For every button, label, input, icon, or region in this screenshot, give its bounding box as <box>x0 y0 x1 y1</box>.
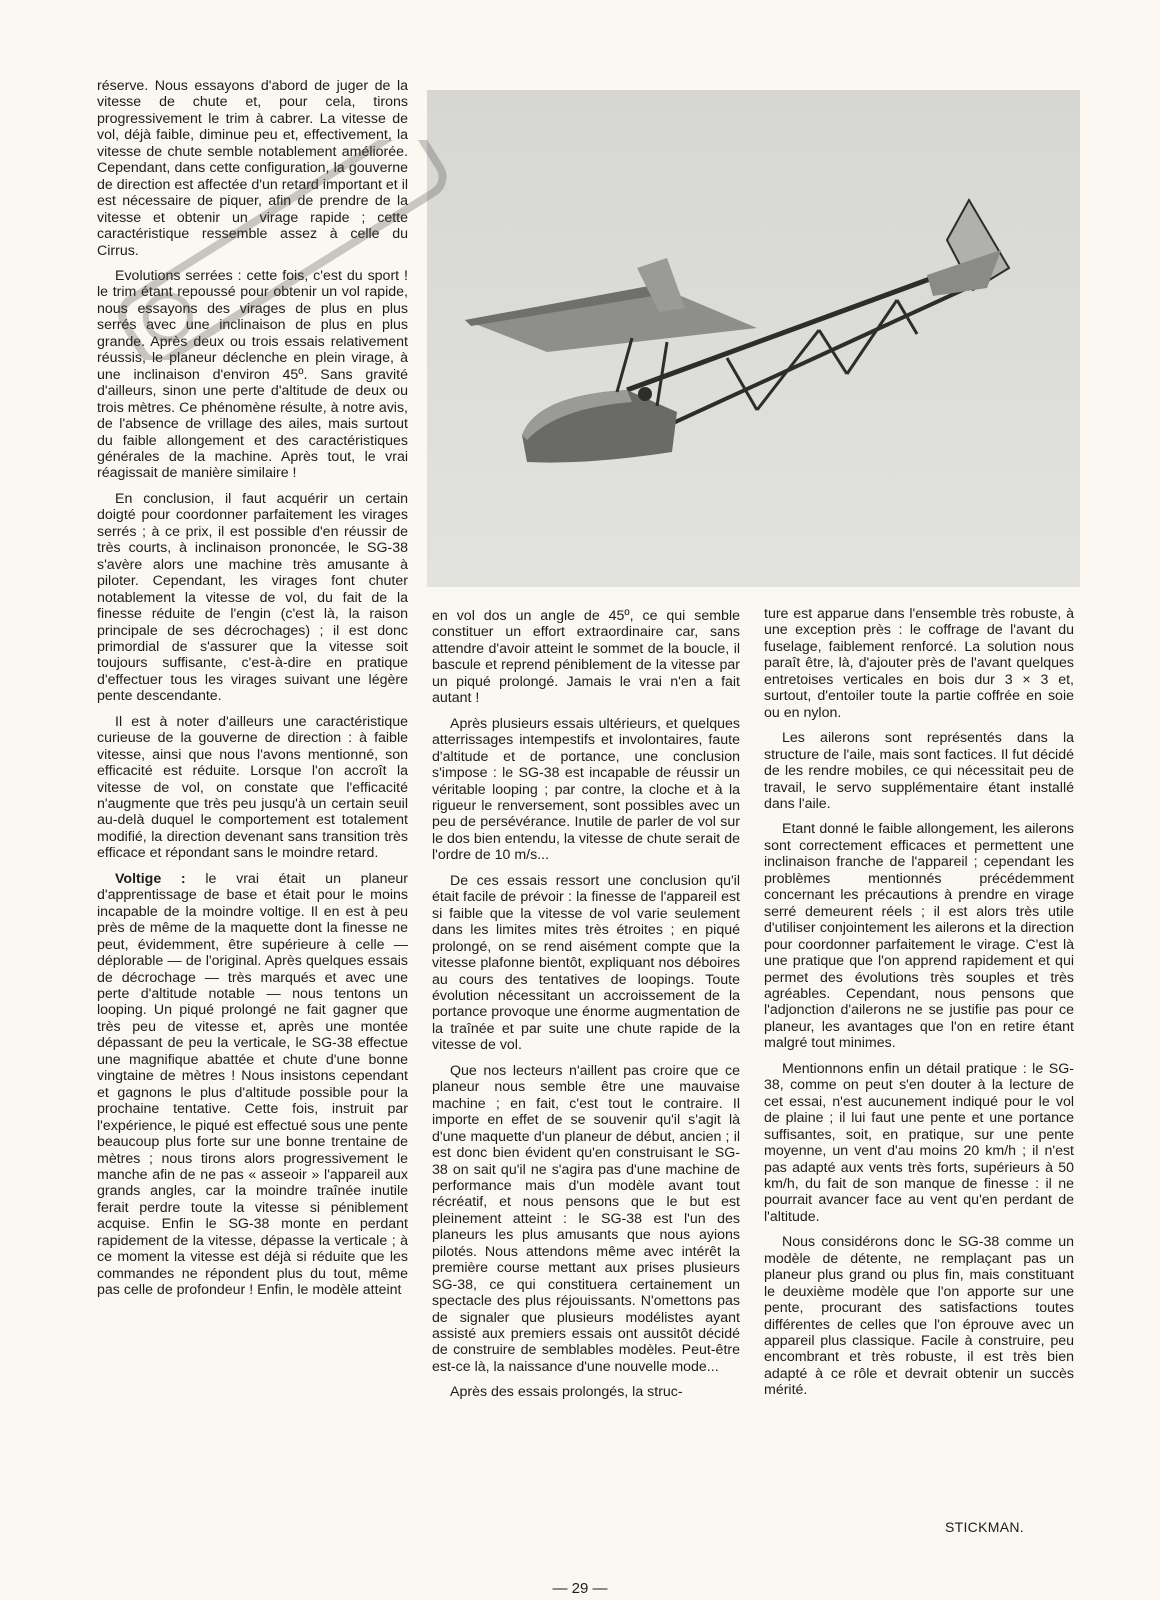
paragraph: Les ailerons sont représentés dans la structure de l'aile, mais sont factices. Il fut décidé de les rendre mobiles, ce qui nécessitait peu de travail, le servo supplémentaire étant installé dans l'aile. <box>764 730 1074 812</box>
paragraph-text: le vrai était un planeur d'apprentissage de base et était pour le moins incapable de la moindre voltige. Il en est à peu près de même de la maquette dont la finesse ne peut, évidemment, être supérieure à celle — déplorable — de l'original. Après quelques essais de décrochage — très marqués et avec une perte d'altitude notable — nous tentons un looping. Un piqué prolongé ne fait gagner que très peu de vitesse et, après une montée dépassant de peu la verticale, le SG-38 effectue une magnifique abattée et chute d'une bonne vingtaine de mètres ! Nous insistons cependant et gagnons le plus d'altitude possible pour la prochaine tentative. Cette fois, instruit par l'expérience, le piqué est effectué sous une pente beaucoup plus forte sur une bonne trentaine de mètres ; nous tirons alors progressivement le manche afin de ne pas « asseoir » l'appareil aux grands angles, car la moindre traînée inutile ferait perdre toute la vitesse si péniblement acquise. Enfin le SG-38 monte en perdant rapidement de la vitesse, dépasse la verticale ; à ce moment la vitesse est déjà si réduite que les commandes ne répondent plus du tout, même pas celle de profondeur ! Enfin, le modèle atteint <box>97 870 408 1299</box>
paragraph: Etant donné le faible allongement, les ailerons sont correctement efficaces et permettent une inclinaison franche de l'appareil ; cependant les problèmes mentionnés précédemment concernant les précautions à prendre en virage serré demeurent réels ; il est alors très utile d'utiliser conjointement les ailerons et la direction pour coordonner parfaitement le virage. C'est là une pratique que l'on apprend rapidement et qui permet des évolutions très souples et très agréables. Cependant, nous pensons que l'adjonction d'ailerons ne se justifie pas pour ce planeur, les avantages que l'on en retire étant malgré tout minimes. <box>764 821 1074 1052</box>
paragraph: Que nos lecteurs n'aillent pas croire que ce planeur nous semble être une mauvaise machine ; en fait, c'est tout le contraire. Il importe en effet de se souvenir qu'il s'agit là d'une maquette d'un planeur de début, ancien ; il est donc bien évident qu'en construisant le SG-38 on sait qu'il ne s'agira pas d'une machine de performance mais d'un modèle avant tout récréatif, et nous pensons que le but est pleinement atteint : le SG-38 est l'un des planeurs les plus amusants que nous ayions pilotés. Nous attendons même avec intérêt la première course mettant aux prises plusieurs SG-38, ce qui constituera certainement un spectacle des plus réjouissants. N'omettons pas de signaler que plusieurs modélistes ayant assisté aux premiers essais ont aussitôt décidé de construire de semblables modèles. Peut-être est-ce là, la naissance d'une nouvelle mode... <box>432 1062 740 1375</box>
text-column-1 <box>97 78 408 1308</box>
paragraph: Après plusieurs essais ultérieurs, et quelques atterrissages intempestifs et involontaires, faute d'altitude et de portance, une conclusion s'impose : le SG-38 est incapable de réussir un véritable looping ; par contre, la cloche et à la rigueur le renversement, sont possibles avec un peu de persévérance. Inutile de parler de vol sur le dos bien entendu, la vitesse de chute serait de l'ordre de 10 m/s... <box>432 715 740 864</box>
paragraph: réserve. Nous essayons d'abord de juger de la vitesse de chute et, pour cela, tirons progressivement le trim à cabrer. La vitesse de vol, déjà faible, diminue peu et, effectivement, la vitesse de chute semble notablement améliorée. Cependant, dans cette configuration, la gouverne de direction est affectée d'un retard important et il est nécessaire de piquer, afin de prendre de la vitesse et obtenir un virage rapide ; cette caractéristique ressemble assez à celle du Cirrus. <box>97 78 408 259</box>
section-lead: Voltige : <box>115 870 186 887</box>
paragraph: Evolutions serrées : cette fois, c'est du sport ! le trim étant repoussé pour obtenir un vol rapide, nous essayons des virages de plus en plus serrés avec une inclinaison de plus en plus grande. Après deux ou trois essais relativement réussis, le planeur déclenche en plein virage, à une inclinaison d'environ 45º. Sans gravité d'ailleurs, sinon une perte d'altitude de deux ou trois mètres. Ce phénomène résulte, à notre avis, de l'absence de vrillage des ailes, mais surtout du faible allongement et des caractéristiques générales de la machine. Après tout, le vrai réagissait de manière similaire ! <box>97 267 408 482</box>
paragraph: En conclusion, il faut acquérir un certain doigté pour coordonner parfaitement les virages serrés ; à ce prix, il est possible d'en réussir de très courts, à inclinaison prononcée, le SG-38 s'avère alors une machine très amusante à piloter. Cependant, les virages font chuter notablement la vitesse de vol, du fait de la finesse réduite de l'engin (c'est là, la raison principale de ses décrochages) ; il est donc primordial de s'assurer que la vitesse soit toujours suffisante, c'est-à-dire en pratique d'effectuer tous les virages suivant une légère pente descendante. <box>97 490 408 705</box>
paragraph <box>97 871 408 1299</box>
paragraph: Nous considérons donc le SG-38 comme un modèle de détente, ne remplaçant pas un planeur plus grand ou plus fin, mais constituant le deuxième modèle que l'on apporte sur une pente, procurant des satisfactions toutes différentes de celles que l'on éprouve avec un appareil plus classique. Facile à construire, peu encombrant et très robuste, il est très bien adapté à ce rôle et devrait obtenir un succès mérité. <box>764 1234 1074 1399</box>
glider-photo <box>427 90 1080 587</box>
pilot-figure <box>638 387 652 401</box>
paragraph: Mentionnons enfin un détail pratique : le SG-38, comme on peut s'en douter à la lecture de cet essai, n'est aucunement indiqué pour le vol de plaine ; il lui faut une pente et une portance suffisantes, soit, en pratique, sur une pente moyenne, un vent d'au moins 20 km/h ; il n'est pas adapté aux vents très forts, supérieurs à 50 km/h, du fait de son manque de finesse : il ne pourrait avancer face au vent qu'en perdant de l'altitude. <box>764 1060 1074 1225</box>
text-column-2 <box>432 608 740 1410</box>
paragraph: De ces essais ressort une conclusion qu'il était facile de prévoir : la finesse de l'appareil est si faible que la vitesse de vol varie seulement dans les limites mites très étroites ; en piqué prolongé, on se rend aisément compte que la vitesse plafonne bientôt, expliquant nos déboires au cours des tentatives de loopings. Toute évolution nécessitant un accroissement de la portance provoque une énorme augmentation de la traînée et par suite une chute rapide de la vitesse de vol. <box>432 872 740 1054</box>
paragraph: en vol dos un angle de 45º, ce qui semble constituer un effort extraordinaire car, sans attendre d'avoir atteint le sommet de la boucle, il bascule et reprend péniblement de la vitesse par un piqué prolongé. Jamais le vrai n'en a fait autant ! <box>432 608 740 707</box>
paragraph: Après des essais prolongés, la struc- <box>450 1384 683 1401</box>
page-number: — 29 — <box>552 1580 608 1597</box>
glider-illustration <box>427 90 1080 587</box>
paragraph: ture est apparue dans l'ensemble très robuste, à une exception près : le coffrage de l'avant du fuselage, faiblement renforcé. La solution nous paraît être, là, d'ajouter près de l'avant quelques entretoises verticales en bois dur 3 × 3 et, surtout, d'entoiler toute la partie coffrée en soie ou en nylon. <box>764 606 1074 721</box>
author-signature: STICKMAN. <box>945 1519 1024 1535</box>
text-column-3 <box>764 606 1074 1408</box>
paragraph: Il est à noter d'ailleurs une caractéristique curieuse de la gouverne de direction : à faible vitesse, ainsi que nous l'avons mentionné, son efficacité est réduite. Lorsque l'on accroît la vitesse de vol, on constate que l'efficacité n'augmente que très peu jusqu'à un certain seuil au-delà duquel le comportement est totalement modifié, la direction devenant sans transition très efficace et répondant sans le moindre retard. <box>97 713 408 862</box>
